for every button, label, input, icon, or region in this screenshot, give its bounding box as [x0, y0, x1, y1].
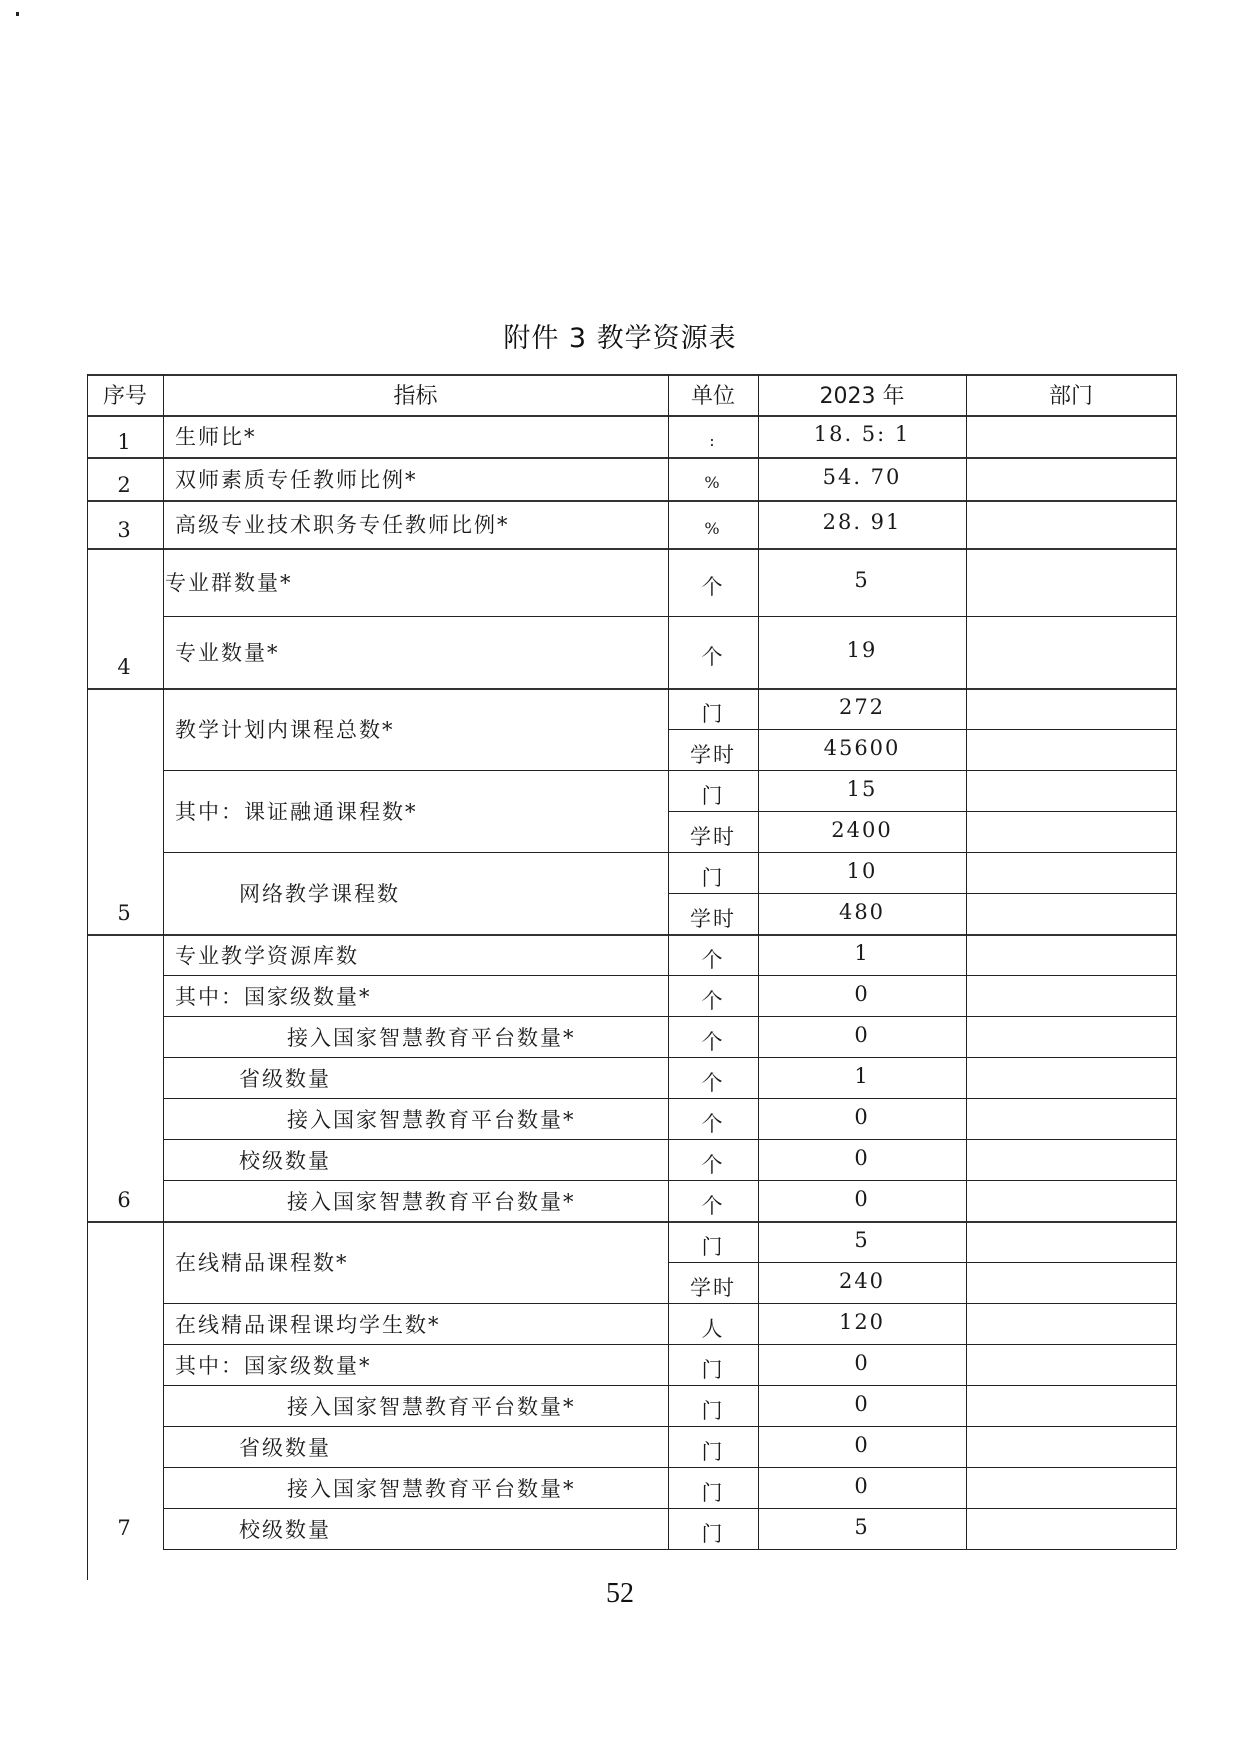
- indicator-cell: 双师素质专任教师比例*: [175, 467, 418, 492]
- seq-cell: 5: [117, 901, 133, 925]
- seq-cell: 6: [117, 1188, 133, 1212]
- indicator-cell: 高级专业技术职务专任教师比例*: [175, 513, 510, 537]
- table-rule: [668, 1262, 1176, 1263]
- dept-cell: [966, 975, 1176, 1016]
- dept-cell: [966, 770, 1176, 811]
- table-rule: [668, 729, 1176, 730]
- indicator-cell: 其中：国家级数量*: [175, 1353, 372, 1378]
- dept-cell: [966, 1508, 1176, 1549]
- unit-cell: 个: [701, 1111, 725, 1136]
- indicator-cell: 专业群数量*: [165, 571, 293, 595]
- unit-cell: 个: [701, 947, 725, 972]
- dept-cell: [966, 934, 1176, 975]
- unit-cell: 门: [701, 1439, 725, 1464]
- value-cell: 0: [854, 1391, 870, 1416]
- dept-cell: [966, 1426, 1176, 1467]
- table-rule: [758, 374, 759, 1549]
- value-cell: 0: [854, 1350, 870, 1375]
- value-cell: 15: [846, 776, 878, 801]
- value-cell: 480: [838, 899, 886, 924]
- indicator-cell: 在线精品课程课均学生数*: [175, 1312, 441, 1337]
- value-cell: 54. 70: [822, 464, 902, 489]
- table-rule: [163, 374, 164, 1549]
- seq-cell: 3: [117, 518, 133, 542]
- unit-cell: 门: [701, 1398, 725, 1423]
- value-cell: 0: [854, 1022, 870, 1047]
- table-rule: [668, 893, 1176, 894]
- dept-cell: [966, 688, 1176, 729]
- unit-cell: 门: [701, 1480, 725, 1505]
- value-cell: 10: [846, 858, 878, 883]
- dept-cell: [966, 852, 1176, 893]
- seq-cell: 7: [117, 1516, 133, 1540]
- header-seq: 序号: [102, 384, 147, 409]
- value-cell: 5: [854, 1227, 870, 1252]
- unit-cell: :: [709, 430, 717, 450]
- unit-cell: 学时: [690, 742, 736, 767]
- indicator-cell: 校级数量: [239, 1148, 331, 1173]
- dept-cell: [966, 616, 1176, 688]
- indicator-cell: 省级数量: [239, 1066, 331, 1091]
- indicator-cell: 省级数量: [239, 1435, 331, 1460]
- table-rule: [163, 1057, 1176, 1058]
- indicator-cell: 其中：国家级数量*: [175, 984, 372, 1009]
- value-cell: 19: [846, 638, 878, 662]
- unit-cell: 个: [701, 575, 725, 599]
- seq-cell: 4: [117, 655, 133, 679]
- indicator-cell: 接入国家智慧教育平台数量*: [287, 1394, 576, 1419]
- page-number: 52: [606, 1578, 634, 1609]
- value-cell: 18. 5: 1: [813, 422, 911, 446]
- dept-cell: [966, 1385, 1176, 1426]
- value-cell: 0: [854, 1432, 870, 1457]
- value-cell: 1: [854, 940, 870, 965]
- dept-cell: [966, 415, 1176, 457]
- page-title: 附件 3 教学资源表: [503, 323, 737, 354]
- dept-cell: [966, 1221, 1176, 1262]
- unit-cell: 门: [701, 1521, 725, 1546]
- value-cell: 1: [854, 1063, 870, 1088]
- table-rule: [1176, 374, 1177, 1549]
- seq-cell: 1: [117, 430, 133, 454]
- indicator-cell: 教学计划内课程总数*: [175, 718, 395, 742]
- dept-cell: [966, 893, 1176, 934]
- unit-cell: %: [704, 473, 722, 492]
- header-dept: 部门: [1048, 384, 1093, 409]
- indicator-cell: 接入国家智慧教育平台数量*: [287, 1189, 576, 1214]
- value-cell: 5: [854, 568, 870, 592]
- indicator-cell: 生师比*: [175, 425, 257, 449]
- unit-cell: 学时: [690, 1275, 736, 1300]
- value-cell: 0: [854, 1145, 870, 1170]
- unit-cell: 门: [701, 865, 725, 890]
- unit-cell: 门: [701, 783, 725, 808]
- unit-cell: 个: [701, 645, 725, 669]
- dept-cell: [966, 1467, 1176, 1508]
- table-rule: [163, 1098, 1176, 1099]
- table-rule: [163, 1426, 1176, 1427]
- dept-cell: [966, 1262, 1176, 1303]
- table-rule: [163, 1467, 1176, 1468]
- unit-cell: 个: [701, 1029, 725, 1054]
- table-rule: [163, 1139, 1176, 1140]
- unit-cell: 门: [701, 1234, 725, 1259]
- table-rule: [163, 1016, 1176, 1017]
- table-rule: [163, 1508, 1176, 1509]
- unit-cell: 门: [701, 1357, 725, 1382]
- dept-cell: [966, 500, 1176, 548]
- unit-cell: 个: [701, 1152, 725, 1177]
- unit-cell: 学时: [690, 906, 736, 931]
- table-rule: [668, 374, 669, 1549]
- table-rule: [87, 374, 88, 1580]
- unit-cell: 个: [701, 988, 725, 1013]
- indicator-cell: 专业教学资源库数: [175, 943, 359, 968]
- dept-cell: [966, 1139, 1176, 1180]
- table-rule: [668, 811, 1176, 812]
- unit-cell: 门: [701, 701, 725, 726]
- dept-cell: [966, 1344, 1176, 1385]
- table-rule: [163, 616, 1176, 617]
- unit-cell: 学时: [690, 824, 736, 849]
- value-cell: 0: [854, 1186, 870, 1211]
- indicator-cell: 接入国家智慧教育平台数量*: [287, 1107, 576, 1132]
- indicator-cell: 其中：课证融通课程数*: [175, 800, 418, 824]
- value-cell: 0: [854, 1473, 870, 1498]
- table-rule: [163, 1549, 1176, 1550]
- value-cell: 272: [838, 694, 886, 719]
- table-rule: [966, 374, 967, 1549]
- dept-cell: [966, 1303, 1176, 1344]
- dept-cell: [966, 548, 1176, 616]
- dept-cell: [966, 457, 1176, 500]
- dept-cell: [966, 1057, 1176, 1098]
- value-cell: 120: [838, 1309, 886, 1334]
- header-year: 2023 年: [819, 384, 905, 409]
- value-cell: 28. 91: [822, 510, 902, 534]
- value-cell: 2400: [831, 817, 893, 842]
- dept-cell: [966, 811, 1176, 852]
- indicator-cell: 在线精品课程数*: [175, 1251, 349, 1275]
- value-cell: 0: [854, 1104, 870, 1129]
- value-cell: 0: [854, 981, 870, 1006]
- indicator-cell: 校级数量: [239, 1517, 331, 1542]
- unit-cell: 个: [701, 1070, 725, 1095]
- value-cell: 45600: [823, 735, 901, 760]
- dept-cell: [966, 729, 1176, 770]
- table-rule: [163, 1180, 1176, 1181]
- table-rule: [163, 1385, 1176, 1386]
- header-indicator: 指标: [393, 384, 438, 409]
- table-rule: [163, 975, 1176, 976]
- unit-cell: 人: [701, 1316, 725, 1341]
- table-rule: [163, 1303, 1176, 1304]
- value-cell: 5: [854, 1514, 870, 1539]
- dept-cell: [966, 1016, 1176, 1057]
- indicator-cell: 专业数量*: [175, 641, 280, 665]
- header-unit: 单位: [690, 384, 735, 409]
- dept-cell: [966, 1180, 1176, 1221]
- table-rule: [163, 770, 1176, 771]
- unit-cell: 个: [701, 1193, 725, 1218]
- table-rule: [163, 852, 1176, 853]
- table-rule: [163, 1344, 1176, 1345]
- indicator-cell: 接入国家智慧教育平台数量*: [287, 1476, 576, 1501]
- seq-cell: 2: [117, 472, 133, 497]
- dept-cell: [966, 1098, 1176, 1139]
- indicator-cell: 网络教学课程数: [239, 882, 400, 906]
- indicator-cell: 接入国家智慧教育平台数量*: [287, 1025, 576, 1050]
- value-cell: 240: [838, 1268, 886, 1293]
- unit-cell: %: [704, 518, 722, 538]
